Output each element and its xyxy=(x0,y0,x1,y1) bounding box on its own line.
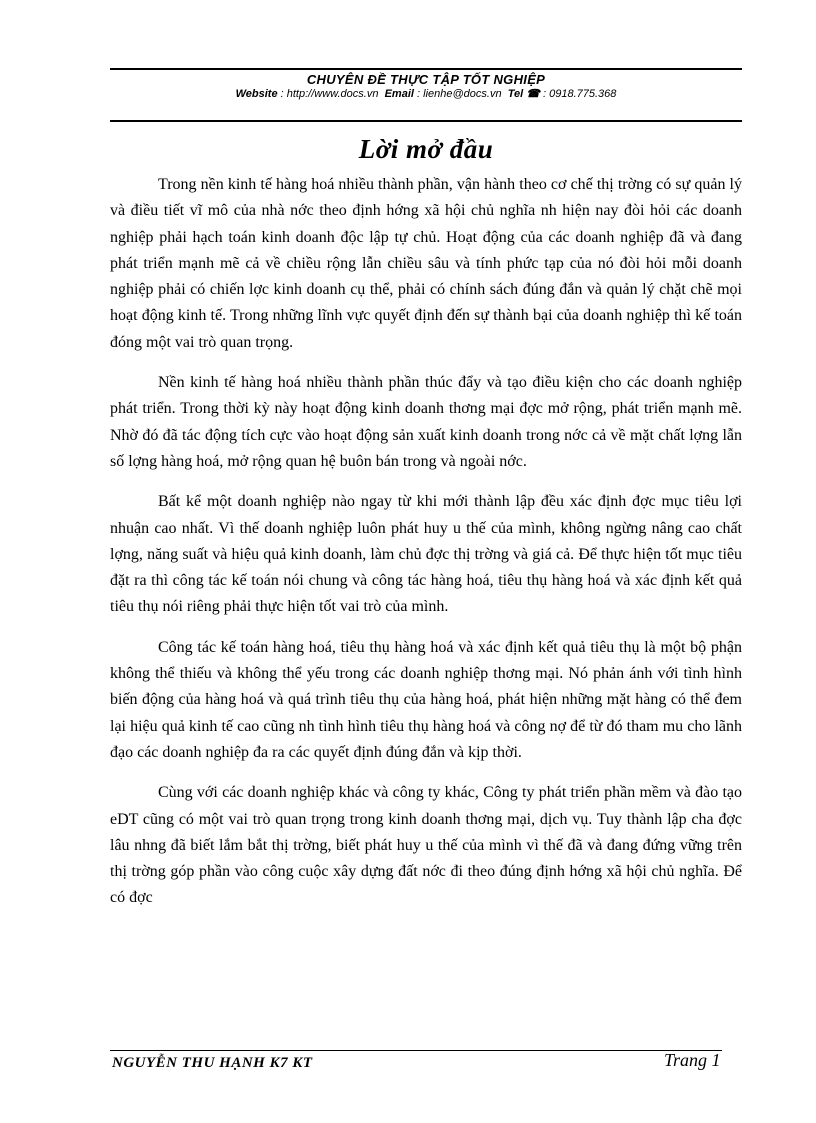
header-top-rule xyxy=(110,68,742,70)
website-label: Website xyxy=(235,88,278,100)
document-header-contact xyxy=(110,87,742,100)
page-number: Trang 1 xyxy=(664,1050,721,1070)
document-header-title: CHUYÊN ĐỀ THỰC TẬP TỐT NGHIỆP xyxy=(306,72,546,87)
tel-value: : 0918.775.368 xyxy=(543,88,617,100)
paragraph: Công tác kế toán hàng hoá, tiêu thụ hàng hoá và xác định kết quả tiêu thụ là một bộ phận không thể thiếu và không thể yếu trong các doanh nghiệp thơng mại. Nó phản ánh với tình hình biến động của hàng hoá và quá trình tiêu thụ của hàng hoá, phát hiện những mặt hàng có thể đem lại hiệu quả kinh tế cao cũng nh tình hình tiêu thụ hàng hoá và công nợ để từ đó tham mu cho lãnh đạo các doanh nghiệp đa ra các quyết định đúng đắn và kịp thời. xyxy=(110,638,742,761)
page-heading: Lời mở đầu xyxy=(358,134,494,164)
header-bottom-rule xyxy=(110,120,742,122)
email-value: : lienhe@docs.vn xyxy=(417,88,502,100)
document-body xyxy=(110,172,742,926)
footer-rule xyxy=(110,1050,722,1051)
paragraph: Nền kinh tế hàng hoá nhiều thành phần thúc đẩy và tạo điều kiện cho các doanh nghiệp phát triển. Trong thời kỳ này hoạt động kinh doanh thơng mại đợc mở rộng, phát triển mạnh mẽ. Nhờ đó đã tác động tích cực vào hoạt động sản xuất kinh doanh trong nớc cả về mặt chất lợng lẫn số lợng hàng hoá, mở rộng quan hệ buôn bán trong và ngoài nớc. xyxy=(110,374,742,470)
footer-author: NGUYỄN THU HẠNH K7 KT xyxy=(112,1055,313,1071)
website-value: : http://www.docs.vn xyxy=(280,88,379,100)
email-label: Email xyxy=(384,88,414,100)
paragraph: Cùng với các doanh nghiệp khác và công ty khác, Công ty phát triển phần mềm và đào tạo eDT cũng có một vai trò quan trọng trong kinh doanh thơng mại, dịch vụ. Tuy thành lập cha đợc lâu nhng đã biết lắm bắt thị trờng, biết phát huy u thế của mình vì thế đã và đang đứng vững trên thị trờng góp phần vào công cuộc xây dựng đất nớc đi theo đúng định hớng xã hội chủ nghĩa. Để có đợc xyxy=(110,784,742,907)
paragraph: Bất kể một doanh nghiệp nào ngay từ khi mới thành lập đều xác định đợc mục tiêu lợi nhuận cao nhất. Vì thế doanh nghiệp luôn phát huy u thế của mình, không ngừng nâng cao chất lợng, năng suất và hiệu quả kinh doanh, làm chủ đợc thị trờng và giá cả. Để thực hiện tốt mục tiêu đặt ra thì công tác kế toán nói chung và công tác hàng hoá, tiêu thụ hàng hoá và xác định kết quả tiêu thụ nói riêng phải thực hiện tốt vai trò của mình. xyxy=(110,493,742,616)
tel-label: Tel ☎ xyxy=(507,88,540,100)
paragraph: Trong nền kinh tế hàng hoá nhiều thành phần, vận hành theo cơ chế thị trờng có sự quản lý và điều tiết vĩ mô của nhà nớc theo định hớng xã hội chủ nghĩa nh hiện nay đòi hỏi các doanh nghiệp phải hạch toán kinh doanh độc lập tự chủ. Hoạt động của các doanh nghiệp đã và đang phát triển mạnh mẽ cả về chiều rộng lẫn chiều sâu và tính phức tạp của nó đòi hỏi mỗi doanh nghiệp phải có chiến lợc kinh doanh cụ thể, phải có chính sách đúng đắn và quản lý chặt chẽ mọi hoạt động kinh tế. Trong những lĩnh vực quyết định đến sự thành bại của doanh nghiệp thì kế toán đóng một vai trò quan trọng. xyxy=(110,176,742,351)
